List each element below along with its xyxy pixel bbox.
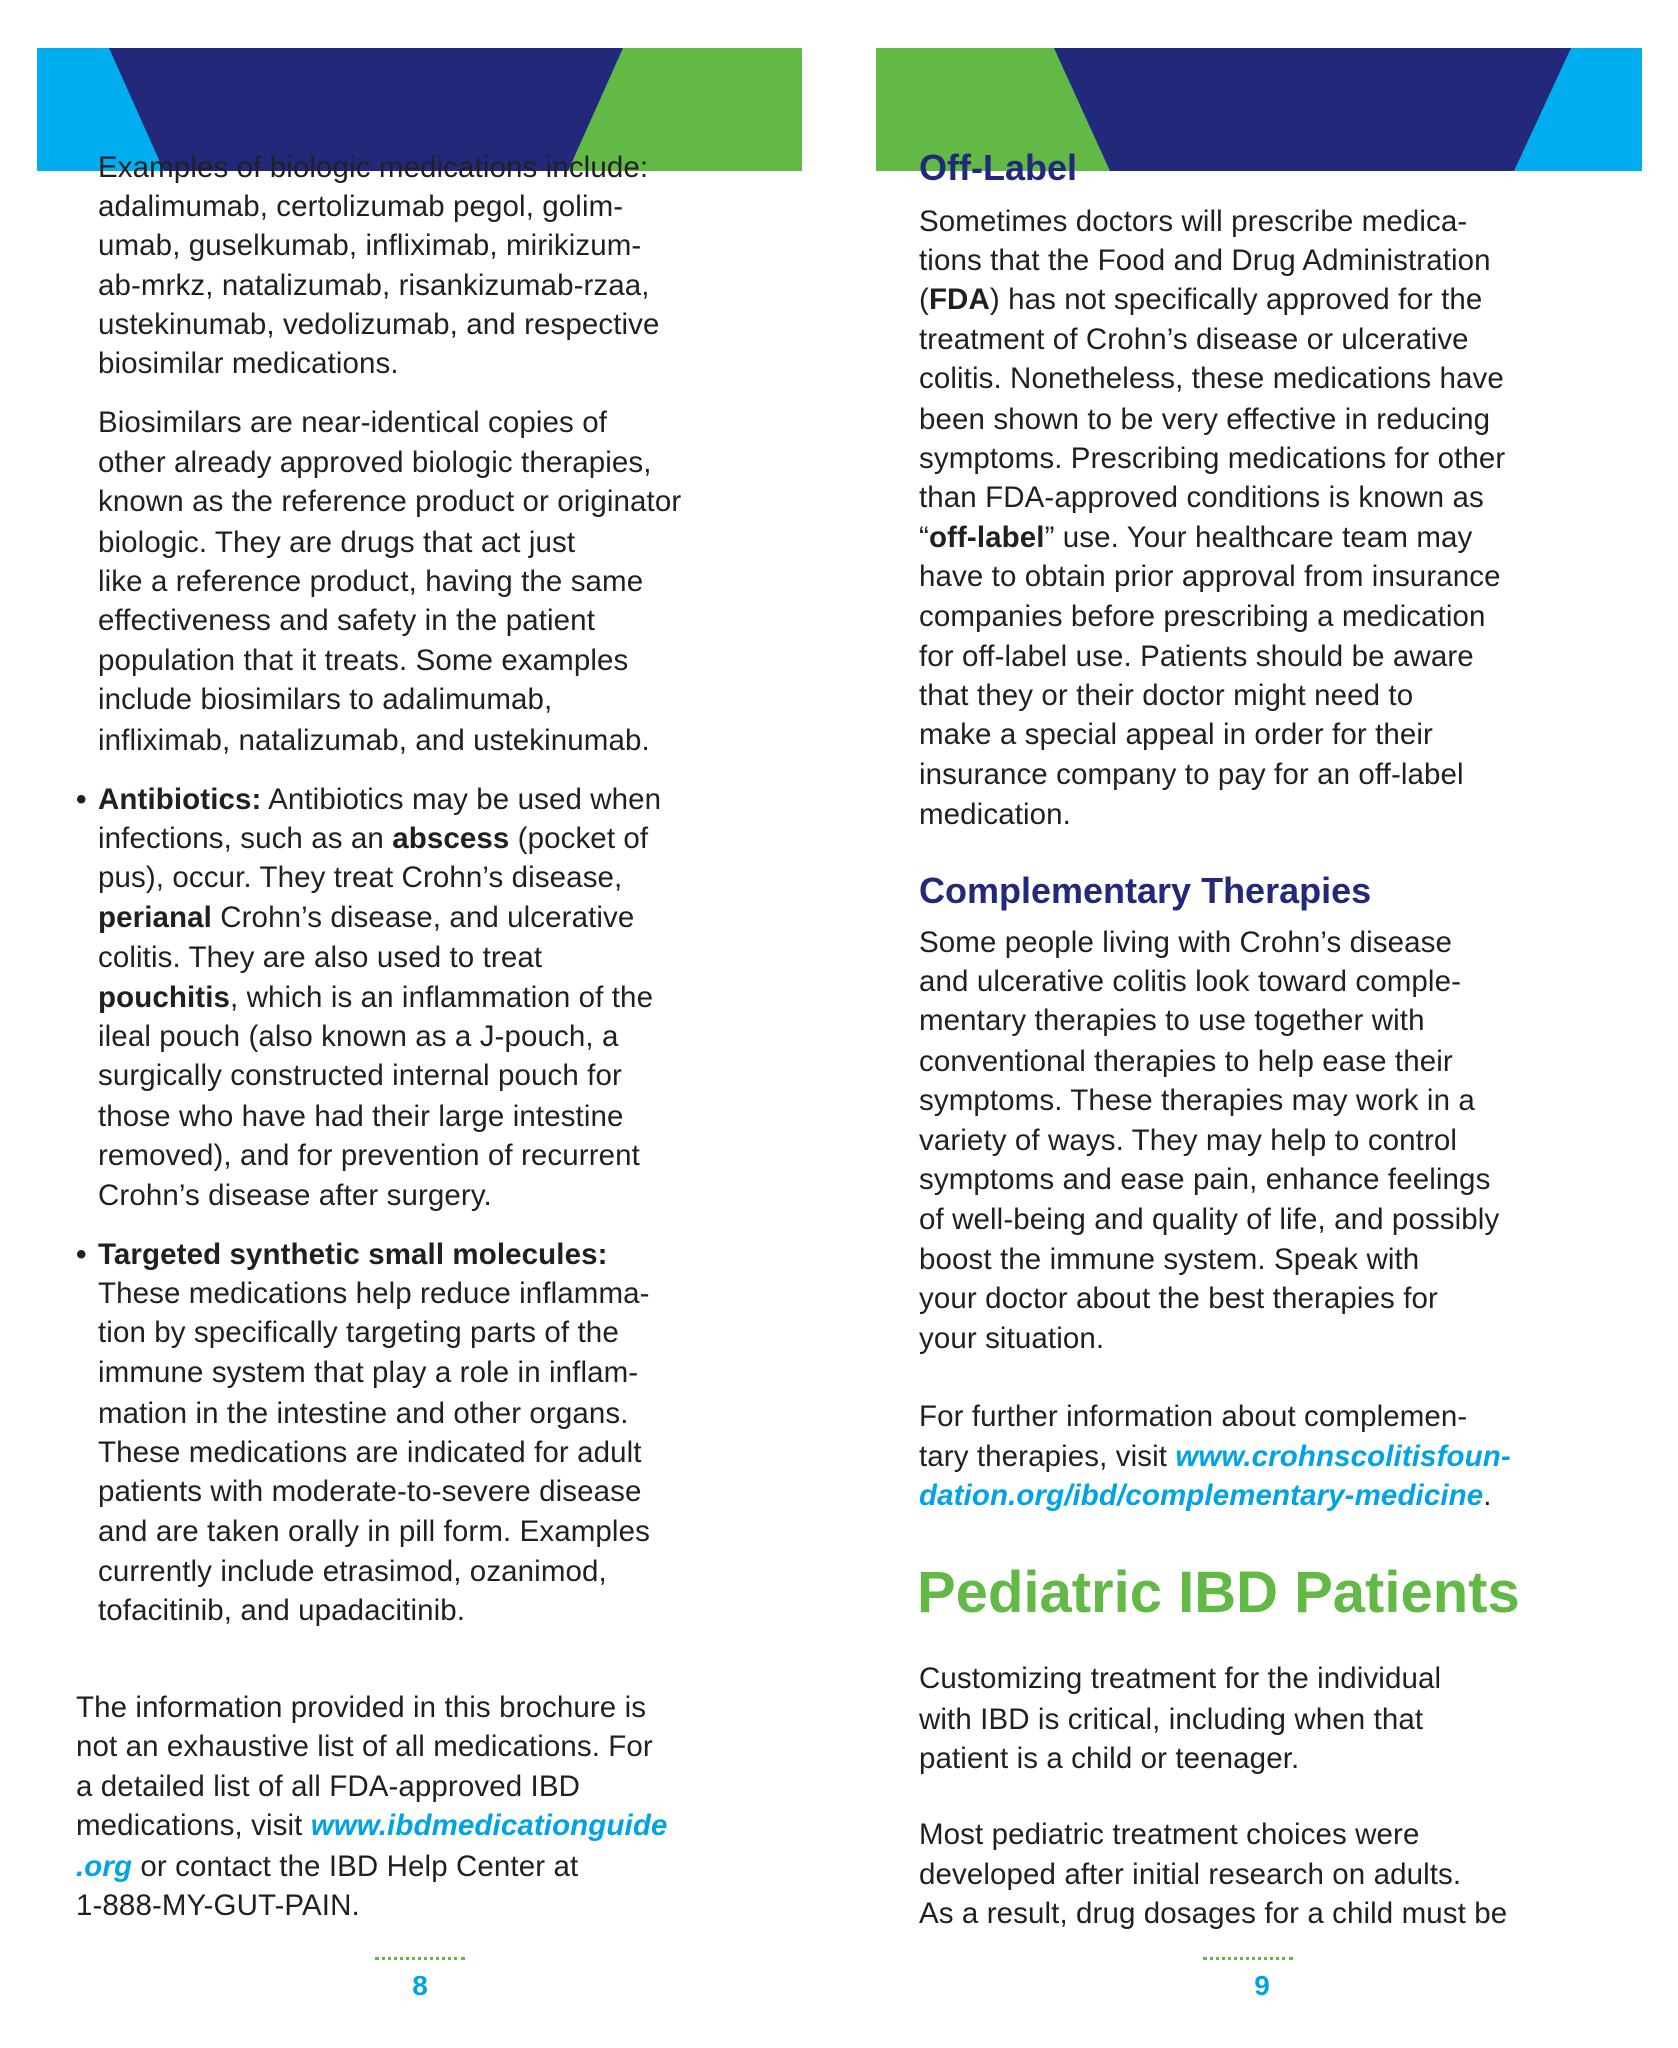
text-line: ustekinumab, vedolizumab, and respective: [98, 308, 660, 341]
text-line: pouchitis, which is an inflammation of the: [98, 981, 654, 1014]
text-line: treatment of Crohn’s disease or ulcerative: [919, 323, 1469, 356]
text-line: companies before prescribing a medication: [919, 600, 1486, 633]
page-number: 9: [1254, 1970, 1270, 2001]
text-line: that they or their doctor might need to: [919, 679, 1414, 712]
text-line: patient is a child or teenager.: [919, 1742, 1300, 1775]
text-line: tions that the Food and Drug Administration: [919, 244, 1491, 277]
text-line: These medications help reduce inflamma-: [98, 1277, 650, 1310]
text-line: umab, guselkumab, infliximab, mirikizum-: [98, 229, 642, 262]
text-line: tary therapies, visit www.crohnscolitisfoun-: [919, 1440, 1511, 1473]
text-line: immune system that play a role in inflam-: [98, 1356, 639, 1389]
text-line: with IBD is critical, including when that: [919, 1703, 1424, 1736]
text-line: your situation.: [919, 1322, 1105, 1355]
page-dots-divider: [375, 1957, 465, 1964]
text-line: infliximab, natalizumab, and ustekinumab.: [98, 724, 650, 757]
text-line: developed after initial research on adults.: [919, 1858, 1462, 1891]
text-line: effectiveness and safety in the patient: [98, 604, 595, 637]
text-line: symptoms. Prescribing medications for other: [919, 442, 1506, 475]
text-line: include biosimilars to adalimumab,: [98, 683, 553, 716]
text-line: ileal pouch (also known as a J-pouch, a: [98, 1020, 619, 1053]
text-line: (FDA) has not specifically approved for the: [919, 283, 1483, 316]
text-line: conventional therapies to help ease their: [919, 1045, 1453, 1078]
text-line: medication.: [919, 798, 1071, 831]
text-line: colitis. Nonetheless, these medications have: [919, 362, 1504, 395]
text-line: variety of ways. They may help to control: [919, 1124, 1458, 1157]
text-line: of well-being and quality of life, and possibly: [919, 1203, 1500, 1236]
text-line: adalimumab, certolizumab pegol, golim-: [98, 190, 624, 223]
term-label: Antibiotics:: [98, 783, 262, 816]
text-line: 1-888-MY-GUT-PAIN.: [76, 1889, 360, 1922]
complementary-medicine-link[interactable]: www.crohnscolitisfoun-: [1175, 1440, 1511, 1473]
text-line: like a reference product, having the same: [98, 565, 644, 598]
text-line: Biosimilars are near-identical copies of: [98, 406, 607, 439]
text-line: Sometimes doctors will prescribe medica-: [919, 205, 1468, 238]
text-line: Crohn’s disease after surgery.: [98, 1179, 492, 1212]
text-line: been shown to be very effective in reducing: [919, 403, 1491, 436]
complementary-medicine-link-cont[interactable]: dation.org/ibd/complementary-medicine: [919, 1479, 1484, 1512]
text-line: ab-mrkz, natalizumab, risankizumab-rzaa,: [98, 269, 650, 302]
text-line: mation in the intestine and other organs.: [98, 1397, 629, 1430]
text-line: tion by specifically targeting parts of the: [98, 1316, 619, 1349]
page-number: 8: [412, 1970, 428, 2001]
text-line: population that it treats. Some examples: [98, 644, 629, 677]
text-line: pus), occur. They treat Crohn’s disease,: [98, 861, 623, 894]
text-line: known as the reference product or originator: [98, 485, 682, 518]
text-line: a detailed list of all FDA-approved IBD: [76, 1770, 581, 1803]
text-line: dation.org/ibd/complementary-medicine.: [919, 1479, 1492, 1512]
text-line: Customizing treatment for the individual: [919, 1662, 1442, 1695]
text-line: Antibiotics: Antibiotics may be used when: [98, 783, 662, 816]
text-line: These medications are indicated for adult: [98, 1436, 642, 1469]
text-line: surgically constructed internal pouch for: [98, 1059, 622, 1092]
bullet-icon: •: [76, 1238, 87, 1271]
text-line: and are taken orally in pill form. Examples: [98, 1515, 650, 1548]
section-heading-complementary: Complementary Therapies: [919, 870, 1372, 911]
text-line: “off-label” use. Your healthcare team may: [919, 521, 1473, 554]
text-line: As a result, drug dosages for a child must be: [919, 1897, 1508, 1930]
text-line: other already approved biologic therapies,: [98, 446, 652, 479]
text-line: your doctor about the best therapies for: [919, 1282, 1438, 1315]
text-line: tofacitinib, and upadacitinib.: [98, 1594, 466, 1627]
text-line: colitis. They are also used to treat: [98, 941, 543, 974]
ibd-medication-guide-link-cont[interactable]: .org: [76, 1850, 133, 1883]
text-line: Examples of biologic medications include:: [98, 151, 649, 184]
text-line: than FDA-approved conditions is known as: [919, 481, 1484, 514]
page-dots-divider: [1203, 1957, 1293, 1964]
bullet-icon: •: [76, 783, 87, 816]
text-line: currently include etrasimod, ozanimod,: [98, 1555, 607, 1588]
text-line: For further information about complemen-: [919, 1400, 1468, 1433]
text-line: Some people living with Crohn’s disease: [919, 926, 1453, 959]
text-line: boost the immune system. Speak with: [919, 1243, 1420, 1276]
text-line: have to obtain prior approval from insurance: [919, 560, 1501, 593]
text-line: biosimilar medications.: [98, 347, 399, 380]
text-line: not an exhaustive list of all medications. For: [76, 1730, 653, 1763]
term-label: Targeted synthetic small molecules:: [98, 1238, 608, 1271]
text-line: .org or contact the IBD Help Center at: [76, 1850, 579, 1883]
section-heading-off-label: Off-Label: [919, 147, 1077, 188]
text-line: for off-label use. Patients should be aware: [919, 640, 1474, 673]
text-line: patients with moderate-to-severe disease: [98, 1475, 642, 1508]
text-line: symptoms. These therapies may work in a: [919, 1084, 1475, 1117]
text-line: Most pediatric treatment choices were: [919, 1818, 1420, 1851]
text-line: symptoms and ease pain, enhance feelings: [919, 1163, 1491, 1196]
text-line: make a special appeal in order for their: [919, 718, 1433, 751]
text-line: The information provided in this brochure is: [76, 1691, 647, 1724]
ibd-medication-guide-link[interactable]: www.ibdmedicationguide: [310, 1809, 668, 1842]
text-line: mentary therapies to use together with: [919, 1004, 1425, 1037]
text-line: insurance company to pay for an off-label: [919, 758, 1464, 791]
text-line: biologic. They are drugs that act just: [98, 526, 576, 559]
text-line: removed), and for prevention of recurrent: [98, 1139, 640, 1172]
text-line: infections, such as an abscess (pocket of: [98, 822, 649, 855]
text-line: and ulcerative colitis look toward comple-: [919, 965, 1461, 998]
text-line: those who have had their large intestine: [98, 1100, 624, 1133]
text-line: perianal Crohn’s disease, and ulcerative: [98, 901, 635, 934]
pediatric-heading: Pediatric IBD Patients: [917, 1560, 1520, 1625]
text-line: medications, visit www.ibdmedicationguide: [76, 1809, 668, 1842]
